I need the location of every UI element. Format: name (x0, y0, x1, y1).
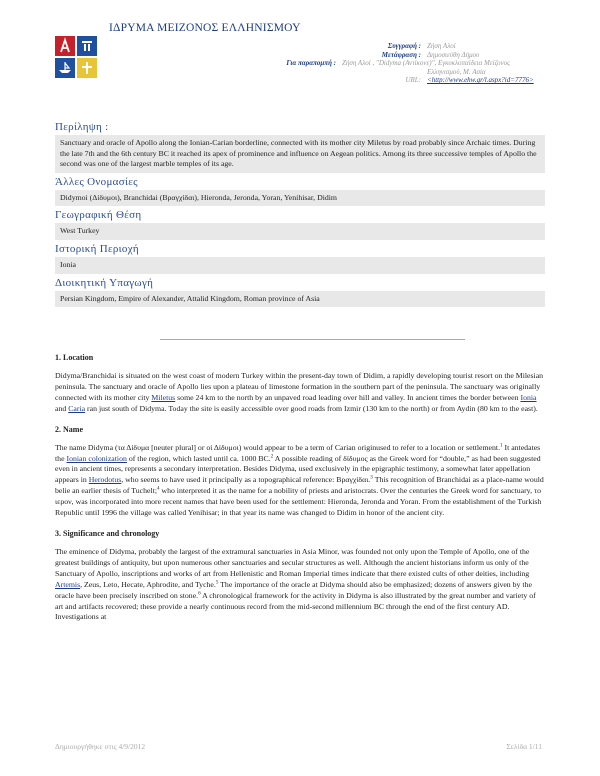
location-text-4: ran just south of Didyma. Today the site is easily accessible over good roads from Izmir (130 km to the north) or from Aydin (80 km to the east). (85, 403, 538, 413)
meta-url-key: URL: (405, 76, 421, 84)
foundation-logo (55, 36, 99, 80)
geographic-location-text: West Turkey (55, 223, 545, 240)
section-divider (160, 339, 465, 340)
location-text-2: some 24 km to the north by an unpaved road leading over hill and valley. In ancient times the border between (175, 392, 521, 402)
other-names-title: Άλλες Ονομασίες (55, 175, 138, 188)
citation-meta (212, 42, 542, 85)
footnote-5[interactable]: 5 (215, 580, 219, 586)
meta-author-value: Ζήση Αλοί (427, 42, 456, 50)
meta-translation-value: Δημοσιεύθη Δήμου (427, 50, 480, 59)
administrative-title: Διοικητική Υπαγωγή (55, 276, 154, 289)
meta-translation-row (212, 51, 542, 60)
location-paragraph (55, 371, 545, 415)
name-text-6: This recognition of Branchidai as a place-name would belie an earlier thesis of Tuchelt; (55, 475, 544, 496)
name-text-7: who interpreted it as the name for a nobility of priests and aristocrats. Over the centuries the Greek word for sanctuary, το ιερον, was incorporated into more recent names that have been used for the settlement: Hieronda, Jeronda and Yoran. From the establishment of the Turkish Republic until 1996 the village was called Yenihisar; in that year its name was changed to Didim in honor of the ancient city. (55, 486, 542, 518)
logo-red-alpha-icon (55, 36, 75, 56)
meta-citation-row-2 (212, 68, 542, 77)
caria-link[interactable]: Caria (68, 403, 86, 413)
significance-text-4: A chronological framework for the activity in Didyma is also illustrated by the great number and variety of art and artifacts recovered; these provide a nearly continuous record from the mid-second millennium BC through the end of the first century AD. Investigations at (55, 590, 536, 622)
ionia-link[interactable]: Ionia (520, 392, 537, 402)
page-number: Σελίδα 1/11 (506, 742, 542, 751)
significance-text-1: The eminence of Didyma, probably the largest of the extramural sanctuaries in Asia Minor, was founded not only upon the Temple of Apollo, one of the greatest buildings of antiquity, but upon numerous other sanctuaries and secular structures as well. Although the ancient historians inform us only of the Sanctuary of Apollo, inscriptions and works of art from Hellenistic and Roman Imperial times indicate that there existed cults of other deities, including (55, 546, 530, 578)
meta-citation-value-2: Ελληνισμού, Μ. Ασία (427, 67, 486, 76)
logo-blue-pillar-icon (77, 36, 97, 56)
logo-yellow-cross-icon (77, 58, 97, 78)
summary-panel (55, 120, 545, 309)
name-heading: 2. Name (55, 424, 83, 434)
meta-citation-key: Για παραπομπή : (286, 59, 336, 67)
footnote-1[interactable]: 1 (500, 443, 503, 449)
meta-citation-value: Ζήση Αλοί , "Didyma (Αντίκονε)", Εγκυκλοπαίδεια Μείζονος (342, 59, 510, 67)
name-text-1: The name Didyma (τα Δίδυμα [neuter plural] or οἱ Δίδυμοι) would appear to be a term of Carian originused to refer to a location or settlement. (55, 442, 501, 452)
significance-text-3: The importance of the oracle at Didyma should also be emphasized; dozens of answers given by the oracle have been precisely inscribed on stone. (55, 579, 532, 600)
summary-title: Περίληψη : (55, 121, 109, 133)
article-body (55, 353, 545, 633)
created-date: Δημιουργήθηκε στις 4/9/2012 (55, 742, 146, 751)
ionian-colonization-link[interactable]: Ionian colonization (66, 453, 127, 463)
meta-url-link[interactable]: <http://www.ehw.gr/l.aspx?id=7776> (427, 76, 534, 84)
name-text-3: of the region, which lasted until ca. 1000 BC. (126, 453, 271, 463)
footnote-4[interactable]: 4 (156, 486, 160, 492)
meta-author-key: Συγγραφή : (387, 42, 421, 50)
significance-heading: 3. Significance and chronology (55, 528, 160, 538)
name-text-2: It antedates the (55, 442, 541, 463)
location-text-3: and (55, 403, 69, 413)
meta-author-row (212, 42, 542, 51)
historical-region-text: Ionia (55, 257, 545, 274)
meta-translation-key: Μετάφραση : (381, 50, 421, 59)
location-heading: 1. Location (55, 353, 94, 362)
other-names-text: Didymoi (Δίδυμοι), Branchidai (Βραγχίδαι), Hieronda, Jeronda, Yoran, Yenihisar, Didim (55, 190, 545, 207)
footnote-2[interactable]: 2 (270, 453, 274, 459)
logo-blue-ship-icon (55, 58, 75, 78)
significance-text-2: , Zeus, Leto, Hecate, Aphrodite, and Tyche. (80, 579, 216, 589)
name-paragraph (55, 443, 545, 519)
meta-citation-row (212, 59, 542, 68)
footnote-3[interactable]: 3 (370, 475, 373, 481)
administrative-text: Persian Kingdom, Empire of Alexander, Attalid Kingdom, Roman province of Asia (55, 291, 545, 308)
historical-region-title: Ιστορική Περιοχή (55, 242, 139, 255)
name-text-4: A possible reading of δίδυμος as the Greek word for “double,” as had been suggested even in ancient times, represents a secondary interpretation. Besides Didyma, used exclusively in the epigraphic testimony, a somewhat later appellation appears in (55, 453, 541, 485)
footnote-6[interactable]: 6 (198, 591, 201, 596)
location-text-1: Didyma/Branchidai is situated on the west coast of modern Turkey within the present-day town of Didim, a rapidly developing tourist resort on the Milesian peninsula. The sanctuary and oracle of Apollo lies upon a plateau of limestone formation in the southern part of the peninsula. The sanctuary was originally connected with its mother city (55, 371, 544, 402)
name-text-5: , who seems to have used it principally as a topographical reference: Βραγχίδαι. (121, 475, 371, 485)
herodotus-link[interactable]: Herodotus (88, 475, 122, 485)
geographic-location-title: Γεωγραφική Θέση (55, 209, 142, 222)
meta-url-row (212, 76, 542, 85)
org-title: ΙΔΡΥΜΑ ΜΕΙΖΟΝΟΣ ΕΛΛΗΝΙΣΜΟΥ (109, 22, 301, 34)
significance-paragraph (55, 547, 545, 623)
summary-text: Sanctuary and oracle of Apollo along the Ionian-Carian borderline, connected with its mother city Miletus by road probably since Archaic times. During the late 7th and the 6th century BC it reached its apex of prominence and influence on Aegean politics. Among its three successive temples of Apollo the second was one of the largest marble temples of its age. (55, 135, 545, 173)
artemis-link[interactable]: Artemis (55, 579, 81, 589)
miletus-link[interactable]: Miletus (151, 392, 176, 402)
